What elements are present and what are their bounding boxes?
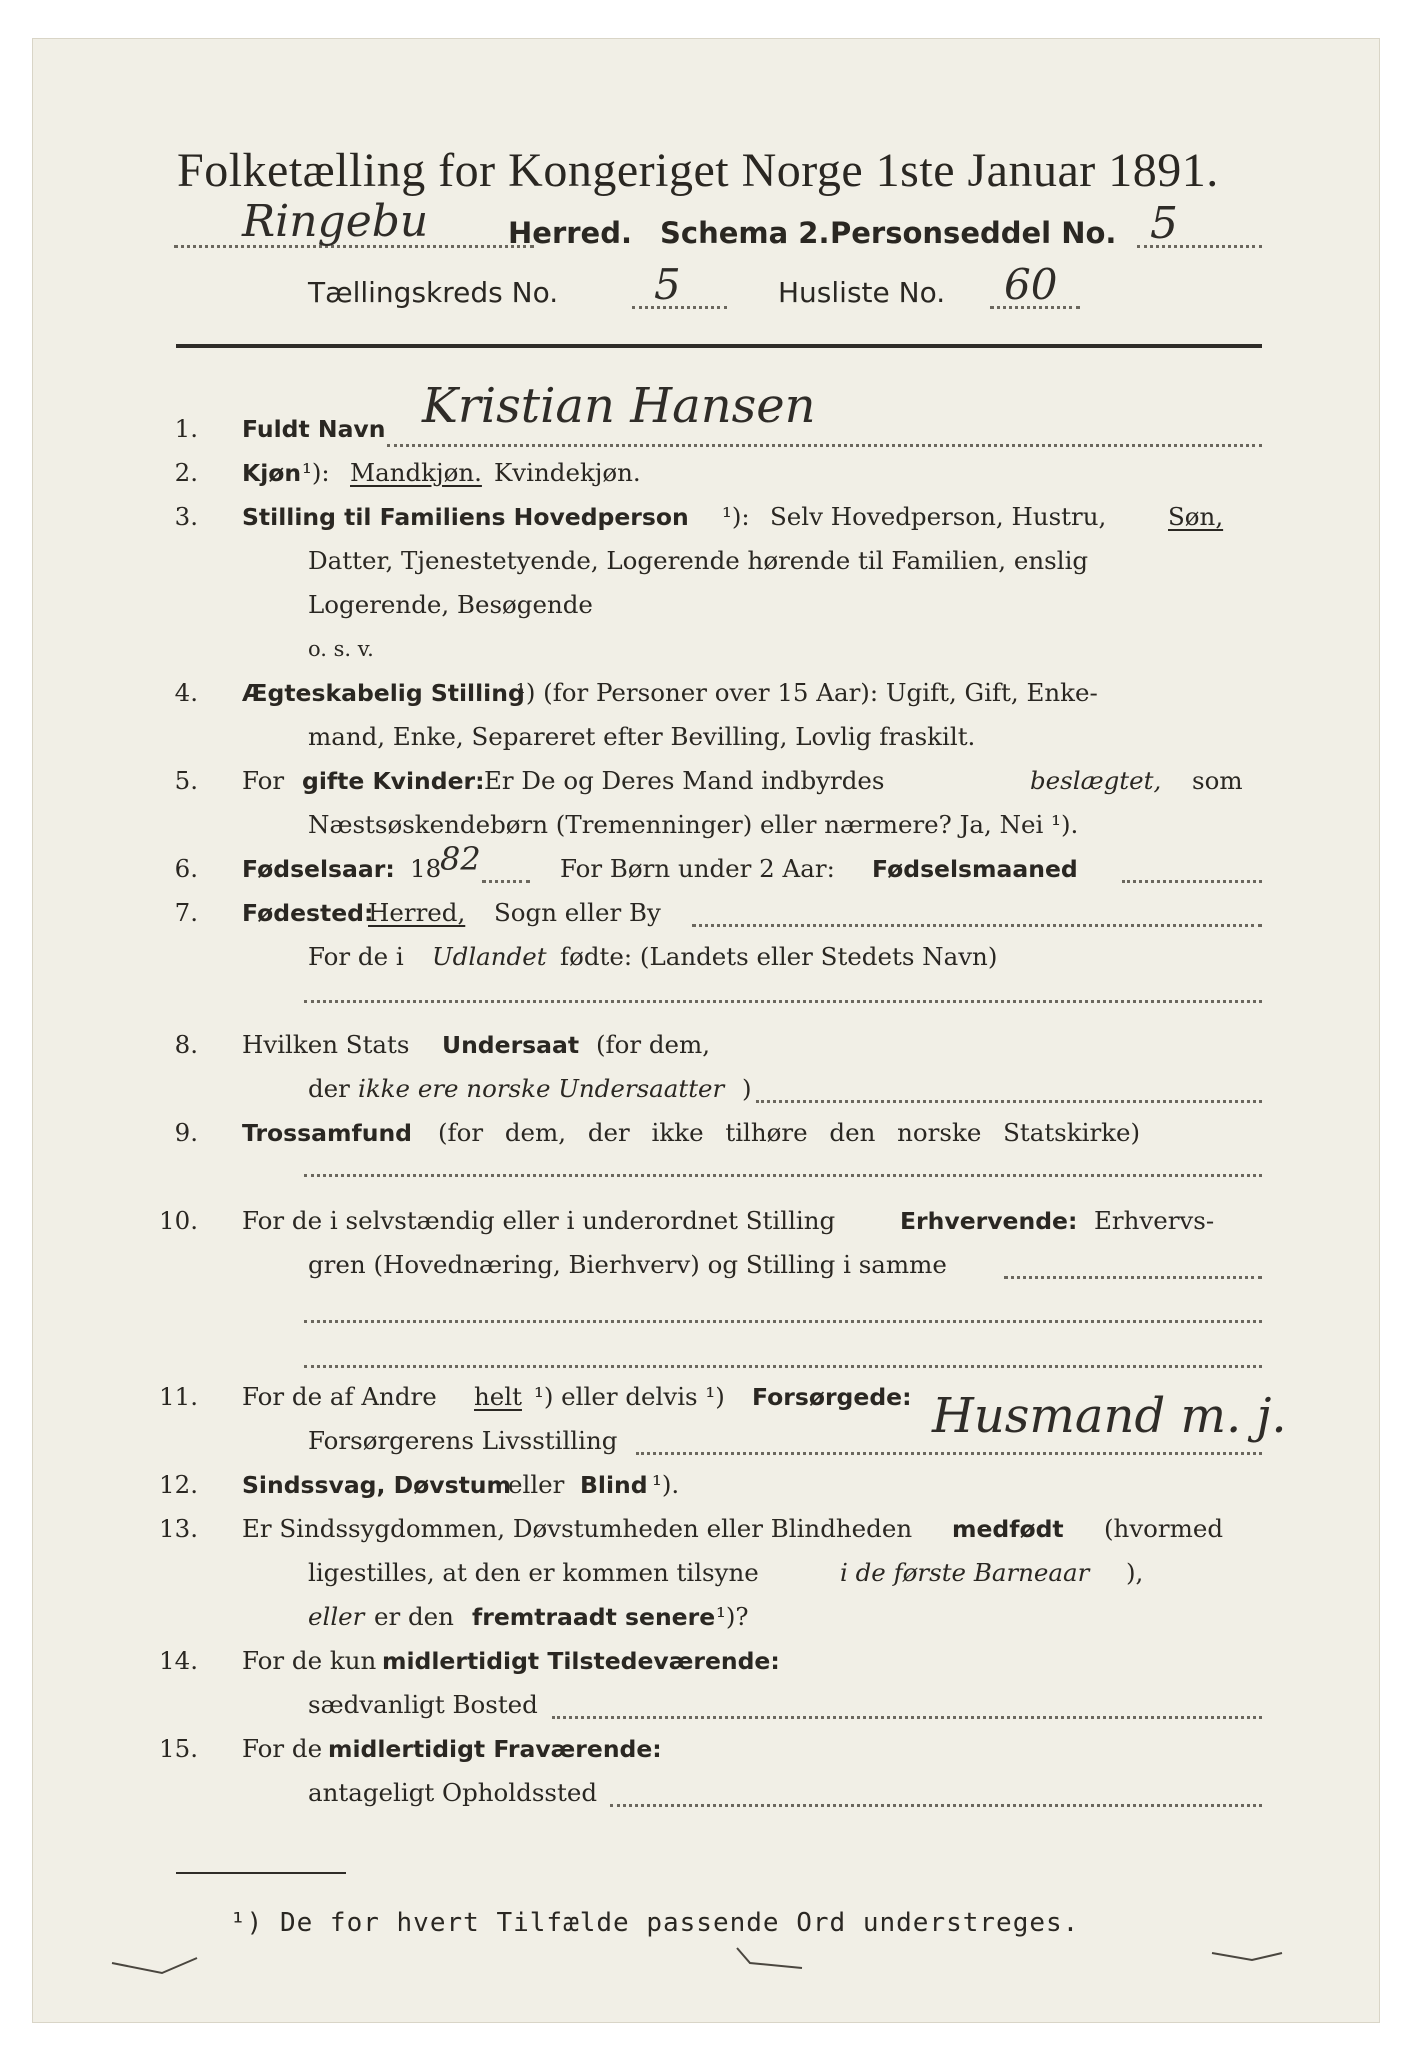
undersaat-rest: (for dem,	[596, 1030, 711, 1059]
gifte-question-cont: Næstsøskendebørn (Tremenninger) eller nærmere? Ja, Nei ¹).	[308, 810, 1079, 839]
herred-value: Ringebu	[242, 196, 429, 247]
undersaat-it: ikke ere norske Undersaatter	[358, 1074, 725, 1103]
aegteskab-label: Ægteskabelig Stilling	[242, 679, 525, 707]
livsstilling-label: Forsørgerens Livsstilling	[308, 1426, 618, 1455]
herred-label: Herred.	[508, 216, 632, 250]
forsorgede-label: Forsørgede:	[752, 1383, 912, 1411]
item-number: 6.	[174, 854, 198, 883]
gifte-kvinder-label: gifte Kvinder:	[302, 767, 485, 795]
fodselsaar-prefix: 18	[410, 854, 442, 883]
gifte-som: som	[1192, 766, 1243, 795]
fuldt-navn-value: Kristian Hansen	[422, 378, 816, 434]
stilling-options-cont: Datter, Tjenestetyende, Logerende hørende til Familien, enslig	[308, 546, 1089, 575]
sindssvag-label: Sindssvag, Døvstum	[242, 1471, 512, 1499]
undersaat-der: der	[308, 1074, 350, 1103]
trossamfund-label: Trossamfund	[242, 1119, 413, 1147]
senere-eller: eller	[308, 1602, 365, 1631]
gifte-question: Er De og Deres Mand indbyrdes	[484, 766, 885, 795]
trossamfund-rest: (for dem, der ikke tilhøre den norske Statskirke)	[438, 1118, 1141, 1147]
senere-label: fremtraadt senere	[472, 1603, 716, 1631]
opholdssted-label: antageligt Opholdssted	[308, 1778, 597, 1807]
item-number: 9.	[174, 1118, 198, 1147]
schema-label: Schema 2.	[660, 216, 830, 250]
item-number: 3.	[174, 502, 198, 531]
fodselsaar-dotline	[482, 880, 530, 883]
gifte-beslaegtet: beslægtet,	[1030, 766, 1162, 795]
kjon-option-mandkjon: Mandkjøn.	[350, 458, 482, 487]
tellingskreds-value: 5	[654, 260, 681, 309]
header-rule	[176, 344, 1262, 348]
item-number: 5.	[174, 766, 198, 795]
erhverv-dotline-2	[304, 1320, 1262, 1323]
udlandet-it: Udlandet	[432, 942, 547, 971]
udlandet-dotline	[304, 1000, 1262, 1003]
fodested-label: Fødested:	[242, 899, 374, 927]
erhverv-end: Erhvervs-	[1094, 1206, 1215, 1235]
undersaat-label: Undersaat	[442, 1031, 580, 1059]
item-number: 13.	[159, 1514, 198, 1543]
erhverv-dotline-3	[304, 1365, 1262, 1368]
item-number: 8.	[174, 1030, 198, 1059]
medfodt-pre: Er Sindssygdommen, Døvstumheden eller Blindheden	[242, 1514, 913, 1543]
kjon-note: ¹):	[302, 458, 330, 487]
sindssvag-eller: eller	[508, 1470, 565, 1499]
personseddel-value: 5	[1150, 198, 1178, 249]
forsorgede-mid: ¹) eller delvis ¹)	[534, 1382, 725, 1411]
undersaat-pre: Hvilken Stats	[242, 1030, 410, 1059]
item-number: 4.	[174, 678, 198, 707]
erhverv-cont: gren (Hovednæring, Bierhverv) og Stilling i samme	[308, 1250, 947, 1279]
fodested-rest: Sogn eller By	[494, 898, 661, 927]
udlandet-rest: fødte: (Landets eller Stedets Navn)	[560, 942, 998, 971]
aegteskab-options-cont: mand, Enke, Separeret efter Bevilling, Lovlig fraskilt.	[308, 722, 976, 751]
fodselsaar-label: Fødselsaar:	[242, 855, 395, 883]
gifte-pre: For	[242, 766, 285, 795]
blind-label: Blind	[580, 1471, 648, 1499]
fuldt-navn-label: Fuldt Navn	[242, 415, 386, 443]
tellingskreds-label: Tællingskreds No.	[308, 276, 559, 309]
paper-marks	[102, 1938, 1302, 1998]
fodselsmaaned-label: Fødselsmaaned	[872, 855, 1078, 883]
fravaerende-pre: For de	[242, 1734, 323, 1763]
kjon-option-kvindekjon: Kvindekjøn.	[494, 458, 641, 487]
stilling-note: ¹):	[722, 502, 750, 531]
personseddel-label: Personseddel No.	[830, 216, 1117, 250]
senere-pre: er den	[374, 1602, 454, 1631]
tilsyne-it: i de første Barneaar	[840, 1558, 1090, 1587]
fodselsaar-rest: For Børn under 2 Aar:	[560, 854, 835, 883]
livsstilling-dotline	[636, 1452, 1262, 1455]
tilstede-label: midlertidigt Tilstedeværende:	[382, 1647, 780, 1675]
footnote-rule	[176, 1872, 346, 1874]
erhverv-dotline-1	[1004, 1276, 1262, 1279]
husliste-value: 60	[1004, 260, 1058, 309]
sindssvag-note: ¹).	[652, 1470, 680, 1499]
tilstede-pre: For de kun	[242, 1646, 377, 1675]
opholdssted-dotline	[610, 1804, 1262, 1807]
forsorgede-selected-helt: helt	[474, 1382, 522, 1411]
udlandet-pre: For de i	[308, 942, 404, 971]
fodselsaar-value: 82	[440, 840, 481, 878]
medfodt-end: (hvormed	[1104, 1514, 1224, 1543]
stilling-options-cont: Logerende, Besøgende	[308, 590, 593, 619]
fuldt-navn-dotline	[387, 444, 1262, 447]
stilling-options: Selv Hovedperson, Hustru,	[770, 502, 1107, 531]
forsorgede-pre: For de af Andre	[242, 1382, 437, 1411]
bosted-dotline	[552, 1716, 1262, 1719]
medfodt-label: medfødt	[952, 1515, 1064, 1543]
stilling-selected-son: Søn,	[1168, 502, 1224, 531]
tilsyne-pre: ligestilles, at den er kommen tilsyne	[308, 1558, 759, 1587]
undersaat-dotline	[756, 1100, 1262, 1103]
item-number: 7.	[174, 898, 198, 927]
form-title: Folketælling for Kongeriget Norge 1ste Januar 1891.	[177, 144, 1219, 197]
item-number: 10.	[159, 1206, 198, 1235]
item-number: 12.	[159, 1470, 198, 1499]
item-number: 14.	[159, 1646, 198, 1675]
item-number: 15.	[159, 1734, 198, 1763]
kjon-label: Kjøn	[242, 459, 302, 487]
stilling-osv: o. s. v.	[308, 637, 374, 661]
fravaerende-label: midlertidigt Fraværende:	[328, 1735, 662, 1763]
stilling-label: Stilling til Familiens Hovedperson	[242, 503, 689, 531]
fodselsmaaned-dotline	[1122, 880, 1262, 883]
fodested-selected-herred: Herred,	[368, 898, 466, 927]
erhverv-pre: For de i selvstændig eller i underordnet Stilling	[242, 1206, 836, 1235]
trossamfund-dotline	[304, 1174, 1262, 1177]
erhvervende-label: Erhvervende:	[900, 1207, 1078, 1235]
item-number: 11.	[159, 1382, 198, 1411]
bosted-label: sædvanligt Bosted	[308, 1690, 538, 1719]
senere-note: ¹)?	[716, 1602, 749, 1631]
item-number: 2.	[174, 458, 198, 487]
tilsyne-end: ),	[1126, 1558, 1144, 1587]
aegteskab-options: ¹) (for Personer over 15 Aar): Ugift, Gift, Enke-	[516, 678, 1098, 707]
item-number: 1.	[174, 414, 198, 443]
livsstilling-value: Husmand m. j.	[932, 1388, 1287, 1444]
husliste-label: Husliste No.	[778, 276, 946, 309]
undersaat-paren: )	[742, 1074, 752, 1103]
fodested-dotline	[692, 924, 1262, 927]
census-form	[32, 38, 1380, 2023]
footnote: ¹) De for hvert Tilfælde passende Ord understreges.	[230, 1908, 1080, 1938]
